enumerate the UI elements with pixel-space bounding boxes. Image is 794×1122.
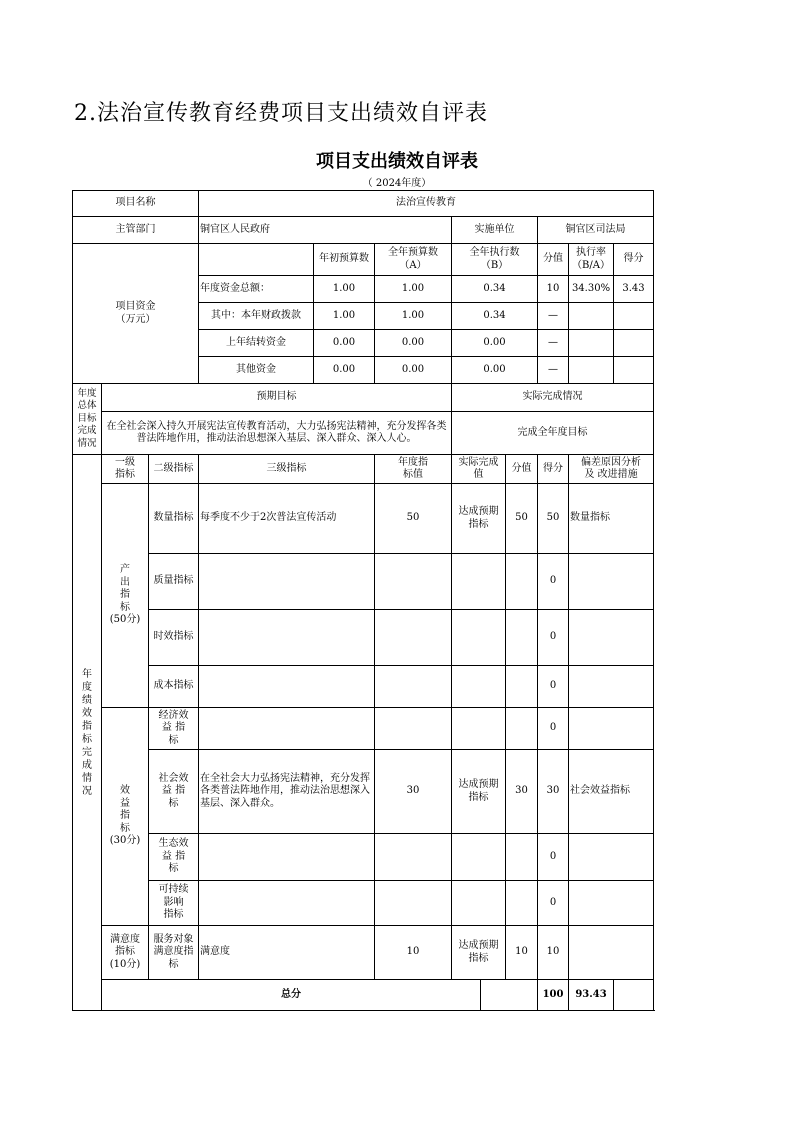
funds-row-executed: 0.34 xyxy=(452,303,538,330)
ind-target: 30 xyxy=(375,750,452,834)
ind-actual xyxy=(452,666,506,708)
funds-header-executed: 全年执行数 （B） xyxy=(452,244,538,276)
table-title: 项目支出绩效自评表 xyxy=(316,151,478,172)
ind-target xyxy=(375,881,452,926)
funds-row-initial: 1.00 xyxy=(314,276,375,303)
indicator-row xyxy=(73,610,654,666)
ind-score: 0 xyxy=(538,554,569,610)
funds-row-score xyxy=(614,330,654,357)
ind-level3 xyxy=(199,708,375,750)
ind-target xyxy=(375,554,452,610)
ind-deviation xyxy=(569,881,654,926)
ind-level3 xyxy=(199,881,375,926)
ind-deviation xyxy=(569,926,654,980)
goals-expected-text: 在全社会深入持久开展宪法宣传教育活动，大力弘扬宪法精神，充分发挥各类普法阵地作用，推动法治思想深入基层、深入群众、深入人心。 xyxy=(102,412,452,455)
ind-actual: 达成预期 指标 xyxy=(452,750,506,834)
funds-row-label: 其中：本年财政拨款 xyxy=(199,303,314,330)
funds-header-score-value: 分值 xyxy=(538,244,569,276)
funds-row-rate xyxy=(569,357,614,384)
funds-row-initial: 1.00 xyxy=(314,303,375,330)
indicator-row xyxy=(73,554,654,610)
ind-score: 0 xyxy=(538,610,569,666)
ind-level2: 质量指标 xyxy=(149,554,199,610)
funds-row-score-value: — xyxy=(538,357,569,384)
evaluation-table xyxy=(72,190,654,1011)
page-heading: 2.法治宣传教育经费项目支出绩效自评表 xyxy=(74,101,488,126)
goals-actual-text: 完成全年度目标 xyxy=(452,412,654,455)
ind-score: 10 xyxy=(538,926,569,980)
ind-header-actual: 实际完成 值 xyxy=(452,455,506,484)
ind-level3 xyxy=(199,834,375,881)
ind-score: 0 xyxy=(538,834,569,881)
ind-deviation: 社会效益指标 xyxy=(569,750,654,834)
satisfaction-indicator-label: 满意度 指标 (10分) xyxy=(102,926,149,980)
funds-row-annual: 1.00 xyxy=(375,303,452,330)
ind-header-deviation: 偏差原因分析 及 改进措施 xyxy=(569,455,654,484)
dept-value: 铜官区人民政府 xyxy=(199,217,452,244)
funds-row-annual: 1.00 xyxy=(375,276,452,303)
ind-actual: 达成预期 指标 xyxy=(452,926,506,980)
ind-actual xyxy=(452,610,506,666)
ind-level2: 可持续 影响 指标 xyxy=(149,881,199,926)
ind-score-value xyxy=(506,881,538,926)
funds-section-label: 项目资金 （万元） xyxy=(73,244,199,384)
dept-label: 主管部门 xyxy=(73,217,199,244)
ind-actual xyxy=(452,708,506,750)
ind-target: 10 xyxy=(375,926,452,980)
ind-score: 0 xyxy=(538,708,569,750)
ind-target: 50 xyxy=(375,484,452,554)
ind-level2: 社会效 益 指 标 xyxy=(149,750,199,834)
ind-level2: 成本指标 xyxy=(149,666,199,708)
indicator-row xyxy=(73,881,654,926)
ind-header-level2: 二级指标 xyxy=(149,455,199,484)
indicator-row xyxy=(73,834,654,881)
funds-header-score: 得分 xyxy=(614,244,654,276)
funds-header-annual: 全年预算数 （A） xyxy=(375,244,452,276)
funds-row-executed: 0.00 xyxy=(452,357,538,384)
ind-header-score-value: 分值 xyxy=(506,455,538,484)
ind-score-value: 50 xyxy=(506,484,538,554)
goals-section-label: 年度 总体 目标 完成 情况 xyxy=(73,384,102,455)
ind-score: 0 xyxy=(538,881,569,926)
ind-level2: 服务对象 满意度指 标 xyxy=(149,926,199,980)
funds-row-label: 上年结转资金 xyxy=(199,330,314,357)
funds-header-initial: 年初预算数 xyxy=(314,244,375,276)
ind-level2: 生态效 益 指 标 xyxy=(149,834,199,881)
ind-score-value xyxy=(506,834,538,881)
ind-level3 xyxy=(199,610,375,666)
ind-actual: 达成预期 指标 xyxy=(452,484,506,554)
indicators-section-label: 年 度 绩 效 指 标 完 成 情 况 xyxy=(73,455,102,1011)
funds-row-annual: 0.00 xyxy=(375,357,452,384)
ind-score-value xyxy=(506,554,538,610)
ind-target xyxy=(375,610,452,666)
funds-row-score xyxy=(614,303,654,330)
ind-score: 30 xyxy=(538,750,569,834)
ind-target xyxy=(375,666,452,708)
ind-score-value xyxy=(506,708,538,750)
ind-level3 xyxy=(199,666,375,708)
ind-deviation xyxy=(569,554,654,610)
indicator-row xyxy=(73,750,654,834)
ind-actual xyxy=(452,881,506,926)
ind-target xyxy=(375,708,452,750)
ind-score: 0 xyxy=(538,666,569,708)
funds-row-rate: 34.30% xyxy=(569,276,614,303)
funds-row-score-value: 10 xyxy=(538,276,569,303)
funds-header-rate: 执行率 （B/A） xyxy=(569,244,614,276)
funds-row-score xyxy=(614,357,654,384)
funds-row-executed: 0.00 xyxy=(452,330,538,357)
ind-deviation xyxy=(569,708,654,750)
ind-score-value xyxy=(506,610,538,666)
ind-level2: 时效指标 xyxy=(149,610,199,666)
funds-row-rate xyxy=(569,303,614,330)
ind-level3: 满意度 xyxy=(199,926,375,980)
funds-row-score-value: — xyxy=(538,330,569,357)
project-name-value: 法治宣传教育 xyxy=(199,191,654,217)
total-deviation-blank xyxy=(614,980,654,1011)
ind-score-value: 10 xyxy=(506,926,538,980)
total-blank xyxy=(481,980,538,1011)
funds-row-initial: 0.00 xyxy=(314,330,375,357)
output-indicator-label: 产 出 指 标 (50分) xyxy=(102,484,149,708)
ind-level3: 每季度不少于2次普法宣传活动 xyxy=(199,484,375,554)
total-score-value: 100 xyxy=(538,980,569,1011)
total-label: 总分 xyxy=(102,980,481,1011)
benefit-indicator-label: 效 益 指 标 (30分) xyxy=(102,708,149,926)
ind-header-score: 得分 xyxy=(538,455,569,484)
goals-actual-label: 实际完成情况 xyxy=(452,384,654,412)
ind-level3 xyxy=(199,554,375,610)
ind-header-level1: 一级 指标 xyxy=(102,455,149,484)
ind-level2: 数量指标 xyxy=(149,484,199,554)
funds-row-executed: 0.34 xyxy=(452,276,538,303)
ind-header-target: 年度指 标值 xyxy=(375,455,452,484)
ind-score-value: 30 xyxy=(506,750,538,834)
ind-header-level3: 三级指标 xyxy=(199,455,375,484)
ind-deviation xyxy=(569,834,654,881)
ind-deviation xyxy=(569,610,654,666)
total-score: 93.43 xyxy=(569,980,614,1011)
funds-row-rate xyxy=(569,330,614,357)
funds-row-initial: 0.00 xyxy=(314,357,375,384)
funds-row-score-value: — xyxy=(538,303,569,330)
ind-deviation: 数量指标 xyxy=(569,484,654,554)
ind-level3: 在全社会大力弘扬宪法精神，充分发挥各类普法阵地作用，推动法治思想深入基层、深入群众。 xyxy=(199,750,375,834)
year-label: （ 2024年度） xyxy=(362,178,432,189)
indicator-row xyxy=(73,484,654,554)
ind-score-value xyxy=(506,666,538,708)
ind-target xyxy=(375,834,452,881)
indicator-row xyxy=(73,666,654,708)
indicator-row xyxy=(73,708,654,750)
funds-header-blank xyxy=(199,244,314,276)
ind-deviation xyxy=(569,666,654,708)
indicator-row xyxy=(73,926,654,980)
goals-expected-label: 预期目标 xyxy=(102,384,452,412)
unit-value: 铜官区司法局 xyxy=(538,217,654,244)
funds-row-annual: 0.00 xyxy=(375,330,452,357)
ind-actual xyxy=(452,554,506,610)
funds-row-label: 其他资金 xyxy=(199,357,314,384)
unit-label: 实施单位 xyxy=(452,217,538,244)
ind-actual xyxy=(452,834,506,881)
ind-score: 50 xyxy=(538,484,569,554)
project-name-label: 项目名称 xyxy=(73,191,199,217)
funds-row-score: 3.43 xyxy=(614,276,654,303)
ind-level2: 经济效 益 指 标 xyxy=(149,708,199,750)
funds-row-label: 年度资金总额： xyxy=(199,276,314,303)
